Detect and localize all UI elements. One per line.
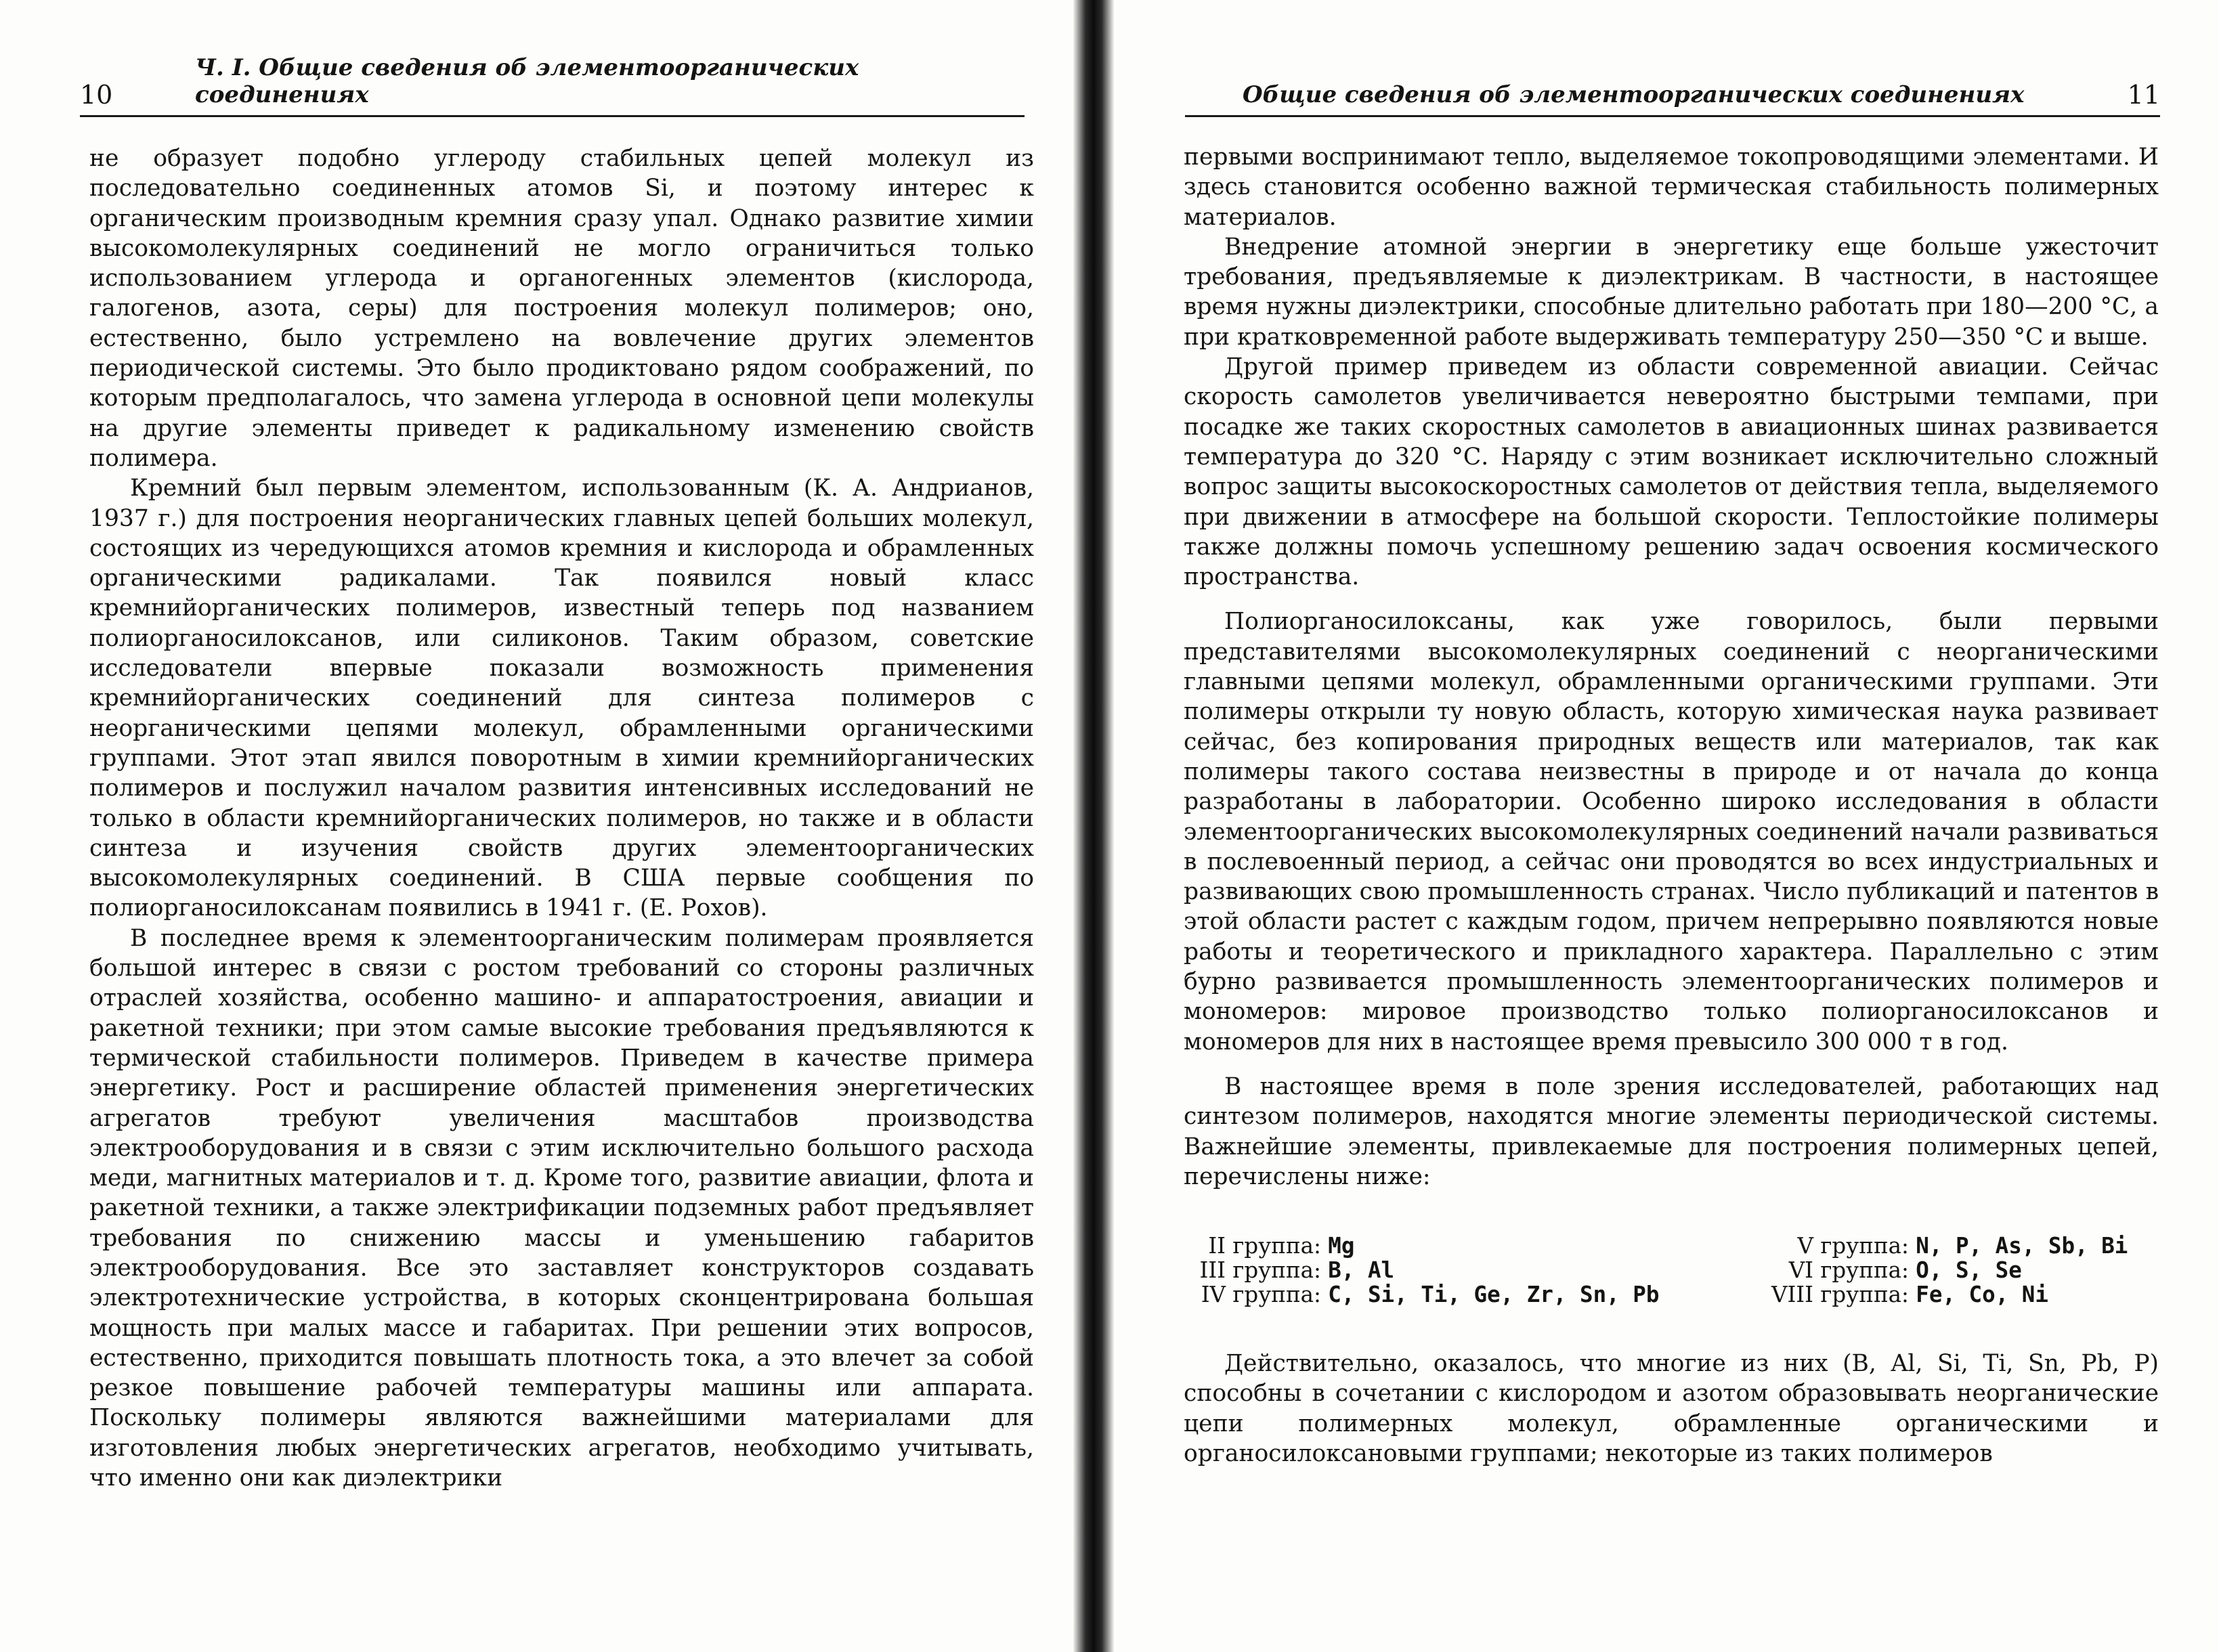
right-page-header xyxy=(1185,74,2160,117)
running-head: Общие сведения об элементоорганических соединениях xyxy=(1243,81,2025,108)
group-label: группа: xyxy=(1226,1282,1329,1308)
left-page-body xyxy=(89,144,1034,1493)
group-label: группа: xyxy=(1813,1282,1916,1308)
group-label: группа: xyxy=(1813,1257,1916,1284)
group-label: группа: xyxy=(1813,1233,1916,1259)
group-elements: O, S, Se xyxy=(1916,1257,2022,1284)
group-label: группа: xyxy=(1226,1257,1329,1284)
group-number: II xyxy=(1208,1233,1226,1259)
group-line xyxy=(1739,1258,2159,1282)
group-elements: Mg xyxy=(1328,1233,1355,1259)
group-elements: B, Al xyxy=(1328,1257,1395,1284)
left-page xyxy=(0,0,1083,1652)
group-elements: C, Si, Ti, Ge, Zr, Sn, Pb xyxy=(1328,1282,1660,1308)
group-line xyxy=(1184,1258,1671,1282)
group-number: VI xyxy=(1788,1257,1813,1284)
paragraph: первыми воспринимают тепло, выделяемое токопроводящими элементами. И здесь становится особенно важной термическая стабильность полимерных материалов. xyxy=(1184,144,2159,231)
page-number: 11 xyxy=(2127,80,2160,110)
element-groups-list xyxy=(1184,1234,2159,1307)
group-elements: Fe, Co, Ni xyxy=(1916,1282,2048,1308)
group-number: VIII xyxy=(1771,1282,1813,1308)
group-line xyxy=(1184,1282,1671,1307)
paragraph: Другой пример приведем из области современной авиации. Сейчас скорость самолетов увеличивается невероятно быстрыми темпами, при посадке же таких скоростных самолетов в авиационных шинах развивается температура до 320 °С. Наряду с этим возникает исключительно сложный вопрос защиты высокоскоростных самолетов от действия тепла, выделяемого при движении в атмосфере на большой скорости. Теплостойкие полимеры также должны помочь успешному решению задач освоения космического пространства. xyxy=(1184,353,2159,591)
group-elements: N, P, As, Sb, Bi xyxy=(1916,1233,2128,1259)
paragraph: Действительно, оказалось, что многие из них (B, Al, Si, Ti, Sn, Pb, P) способны в сочетании с кислородом и азотом образовывать неорганические цепи полимерных молекул, обрамленные органическими и органосилоксановыми группами; некоторые из таких полимеров xyxy=(1184,1350,2159,1467)
left-page-header xyxy=(80,54,1025,117)
right-page-body xyxy=(1184,142,2159,1469)
group-line xyxy=(1739,1234,2159,1258)
book-gutter xyxy=(1073,0,1114,1652)
page-number: 10 xyxy=(80,80,113,110)
group-number: III xyxy=(1199,1257,1226,1284)
group-line xyxy=(1184,1234,1671,1258)
paragraph: В настоящее время в поле зрения исследователей, работающих над синтезом полимеров, находятся многие элементы периодической системы. Важнейшие элементы, привлекаемые для построения полимерных цепей, перечислены ниже: xyxy=(1184,1072,2159,1190)
paragraph: В последнее время к элементоорганическим полимерам проявляется большой интерес в связи с ростом требований со стороны различных отраслей хозяйства, особенно машино- и аппаратостроения, авиации и ракетной техники; при этом самые высокие требования предъявляются к термической стабильности полимеров. Приведем в качестве примера энергетику. Рост и расширение областей применения энергетических агрегатов требуют увеличения масштабов производства электрооборудования и в связи с этим исключительно большого расхода меди, магнитных материалов и т. д. Кроме того, развитие авиации, флота и ракетной техники, а также электрификации подземных работ предъявляет требования по снижению массы и уменьшению габаритов электрооборудования. Все это заставляет конструкторов создавать электротехнические устройства, в которых сконцентрирована большая мощность при малых массе и габаритах. При решении этих вопросов, естественно, приходится повышать плотность тока, а это влечет за собой резкое повышение рабочей температуры машины или аппарата. Поскольку полимеры являются важнейшими материалами для изготовления любых энергетических агрегатов, необходимо учитывать, что именно они как диэлектрики xyxy=(89,924,1034,1492)
paragraph: Кремний был первым элементом, использованным (К. А. Андрианов, 1937 г.) для построения неорганических главных цепей больших молекул, состоящих из чередующихся атомов кремния и кислорода и обрамленных органическими радикалами. Так появился новый класс кремнийорганических полимеров, известный теперь под названием полиорганосилоксанов, или силиконов. Таким образом, советские исследователи впервые показали возможность применения кремнийорганических соединений для синтеза полимеров с неорганическими цепями молекул, обрамленными органическими группами. Этот этап явился поворотным в химии кремнийорганических полимеров и послужил началом развития интенсивных исследований не только в области кремнийорганических полимеров, но также и в области синтеза и изучения свойств других элементоорганических высокомолекулярных соединений. В США первые сообщения по полиорганосилоксанам появились в 1941 г. (Е. Рохов). xyxy=(89,475,1034,922)
group-number: IV xyxy=(1201,1282,1226,1308)
paragraph: Внедрение атомной энергии в энергетику еще больше ужесточит требования, предъявляемые к диэлектрикам. В частности, в настоящее время нужны диэлектрики, способные длительно работать при 180—200 °С, а при кратковременной работе выдерживать температуру 250—350 °С и выше. xyxy=(1184,233,2159,351)
group-line xyxy=(1739,1282,2159,1307)
paragraph: не образует подобно углероду стабильных цепей молекул из последовательно соединенных атомов Si, и поэтому интерес к органическим производным кремния сразу упал. Однако развитие химии высокомолекулярных соединений не могло ограничиться только использованием углерода и органогенных элементов (кислорода, галогенов, азота, серы) для построения молекул полимеров; оно, естественно, было устремлено на вовлечение других элементов периодической системы. Это было продиктовано рядом соображений, по которым предполагалось, что замена углерода в основной цепи молекулы на другие элементы приведет к радикальному изменению свойств полимера. xyxy=(89,145,1034,472)
running-head: Ч. I. Общие сведения об элементоорганических соединениях xyxy=(195,54,859,108)
right-page xyxy=(1111,0,2219,1652)
paragraph: Полиорганосилоксаны, как уже говорилось, были первыми представителями высокомолекулярных соединений с неорганическими главными цепями молекул, обрамленными органическими группами. Эти полимеры открыли ту новую область, которую химическая наука развивает сейчас, без копирования природных веществ или материалов, так как полимеры такого состава неизвестны в природе и от начала до конца разработаны в лаборатории. Особенно широко исследования в области элементоорганических высокомолекулярных соединений начали развиваться в послевоенный период, а сейчас они проводятся во всех индустриальных и развивающих свою промышленность странах. Число публикаций и патентов в этой области растет с каждым годом, причем непрерывно появляются новые работы и теоретического и прикладного характера. Параллельно с этим бурно развивается промышленность элементоорганических полимеров и мономеров: мировое производство только полиорганосилоксанов и мономеров для них в настоящее время превысило 300 000 т в год. xyxy=(1184,608,2159,1056)
group-label: группа: xyxy=(1226,1233,1329,1259)
element-groups-column xyxy=(1671,1234,2159,1307)
group-number: V xyxy=(1797,1233,1813,1259)
element-groups-column xyxy=(1184,1234,1671,1307)
